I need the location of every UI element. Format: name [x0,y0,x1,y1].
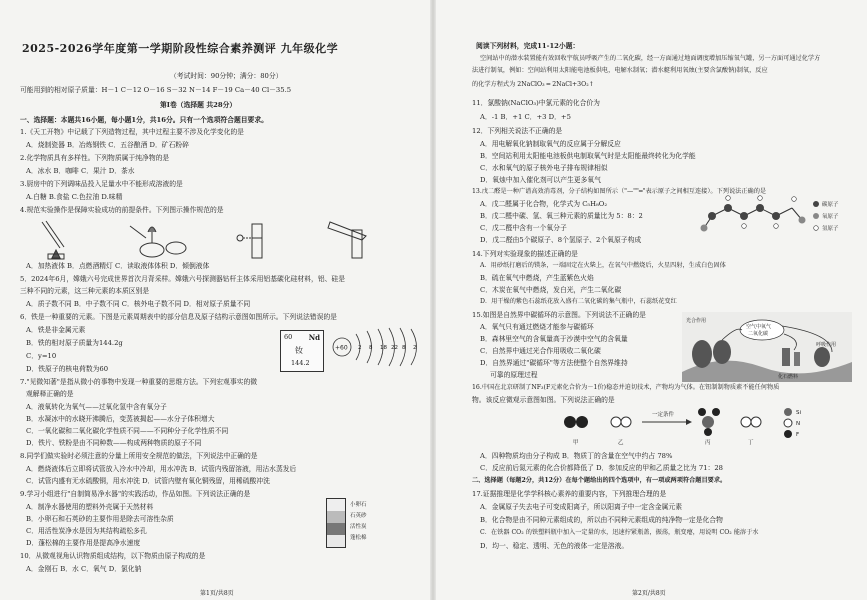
filter-label-pebbles: 小卵石 [350,502,367,508]
legend-si: Si [796,410,802,416]
question-10-options: A．金刚石 B．水 C．氧气 D．氯化钠 [26,565,142,573]
legend-f: F [796,432,800,438]
question-16-ab: A．四种物质均由分子构成 B．物质丁的含量在空气中约占 78% [480,452,673,460]
reading-text-1: 空间站中的潜水装置能有效回收宇航员呼吸产生的二氧化碳，经一方面通过地面调度增加压缩氧气罐，另一方面可通过化学方 [480,55,821,62]
question-1-options: A．烧制瓷器 B．冶炼钢铁 C．五谷酿酒 D．矿石粉碎 [26,141,189,149]
question-15-d-cont: 可靠的原理过程 [490,371,538,379]
question-4-options: A．加热液体 B．点燃酒精灯 C．读取液体体积 D．倾倒液体 [26,262,210,270]
question-15: 15.如图是自然界中碳循环的示意图。下列说法不正确的是 [472,311,646,319]
exam-page-1 [0,0,430,600]
atomic-masses: 可能用到的相对原子质量：H－1 C－12 O－16 S－32 N－14 F－19 Ca－40 Cl－35.5 [20,86,292,94]
lab-operations-figure [30,218,410,260]
atom-shell-3-electrons: 18 [380,345,387,351]
filter-label-quartz-sand: 石英砂 [350,513,367,519]
filter-label-cotton: 蓬松棉 [350,535,367,541]
legend-n: N [796,421,801,427]
question-14: 14.下列对实验现象的描述正确的是 [472,250,578,258]
question-12-d: D．氧烛中加入催化剂可以产生更多氧气 [480,176,601,184]
question-15-d: D．自然界通过"碳循环"等方法使整个自然界维持 [480,359,628,367]
question-13-d: D．戊二醛由5个碳原子、8个氢原子、2个氧原子构成 [480,236,642,244]
question-15-a: A．氧气只有通过燃烧才能参与碳循环 [480,323,594,331]
question-12-c: C．水和氧气的原子核外电子排布规律相似 [480,164,608,172]
question-8-cd: C．试管内盛有无水硫酸铜，用水冲洗 D．试管内壁有氧化铜残留，用稀硫酸冲洗 [26,477,270,485]
question-6: 6．铁是一种重要的元素。下图是元素周期表中的部分信息及原子结构示意图如图所示。下列说法错误的是 [20,313,337,321]
question-17-c: C．在铁器 CO₂ 的铁塑料瓶中加入一定量的水，迅速拧紧瓶盖，振荡，瓶变瘪，用说明 CO₂ 能溶于水 [480,529,759,536]
cycle-photosynthesis: 光合作用 [686,318,707,324]
question-8: 8.同学们做实验时必须注意的分量上所用安全规范的做法，下列说法中正确的是 [20,452,258,460]
question-11-options: A．-1 B．+1 C．+3 D．+5 [480,113,571,121]
question-14-c: C．木炭在氧气中燃烧，发白光，产生二氧化碳 [480,286,622,294]
question-13-c: C．戊二醛中含有一个氧分子 [480,224,567,232]
question-15-b: B．森林里空气的含氧量高于沙漠中空气的含氧量 [480,335,628,343]
question-6-b: B．铁的相对原子质量为144.2g [26,339,123,347]
glutaraldehyde-molecule-figure [698,194,858,240]
question-9-a: A．制净水器使用的塑料外壳属于天然材料 [26,503,154,511]
exam-title: 2025-2026学年度第一学期阶段性综合素养测评 九年级化学 [22,42,339,55]
question-3: 3.厨房中的下列调味品投入足量水中不能形成溶液的是 [20,180,183,188]
page-footer-1: 第1页/共8页 [200,590,234,597]
atom-shell-6-electrons: 2 [413,345,417,351]
question-16: 16.中国在北京研制了NF₃(F元素化合价为－1价)稳态并迫切技术，产物均为气体。在钮制制物质素不能任何物质 [472,384,780,391]
reactant-jia: 甲 [573,440,579,446]
question-3-options: A.白糖 B.食盐 C.色拉油 D.味精 [26,193,123,201]
question-5: 5．2024年6月，嫦娥六号完成世界首次月背采样。嫦娥六号探测器钻杆主体采用铝基碳化硅材料，铝、硅是 [20,275,346,283]
element-tile [280,330,324,372]
question-13: 13.戊二醛是一种广谱高效消毒剂，分子结构如图所示（"—""═"表示原子之间相互连接）。下列说法正确的是 [472,188,767,195]
carbon-cycle-figure [682,312,852,382]
part2-heading: 二、选择题（每题2分，共12分）在每个题给出的四个选项中，有一项或两项符合题目要求。 [472,477,727,484]
question-2-options: A．冰水 B．咖啡 C．果汁 D．茶水 [26,167,135,175]
question-15-c: C．自然界中通过光合作用吸收二氧化碳 [480,347,601,355]
element-mass: 144.2 [291,359,310,367]
reading-equation: 的化学方程式为 2NaClO₃ ═ 2NaCl+3O₂↑ [472,81,594,88]
question-17: 17.证据推理是化学学科核心素养的重要内容，下列推理合理的是 [472,490,667,498]
reading-intro: 阅读下列材料，完成11-12小题： [476,42,580,50]
question-13-a: A．戊二醛属于化合物，化学式为 C₅H₈O₂ [480,200,608,208]
question-14-b: B．硫在氧气中燃烧，产生蓝紫色火焰 [480,274,594,282]
question-9-d: D．蓬松棉的主要作用是提高净水速度 [26,539,141,547]
question-13-b: B．戊二醛中碳、氢、氧三种元素的质量比为 5：8：2 [480,212,643,220]
reaction-micro-figure [556,404,816,448]
product-ding: 丁 [748,440,754,446]
question-5-options: A．质子数不同 B．中子数不同 C．核外电子数不同 D．相对原子质量不同 [26,300,251,308]
question-7-c: C．一氧化碳和二氧化碳化学性质不同——不同种分子化学性质不同 [26,427,229,435]
question-2: 2.化学物质具有多样性。下列物质属于纯净物的是 [20,154,170,162]
atom-shell-2-electrons: 8 [369,345,373,351]
question-9-b: B．小卵石和石英砂的主要作用是除去可溶性杂质 [26,515,174,523]
element-number: 60 [284,333,293,341]
atom-nucleus-label: +60 [335,344,348,352]
question-17-b: B．化合物是由不同种元素组成的，所以由不同种元素组成的纯净物一定是化合物 [480,516,723,524]
question-16-cont: 物。该反应微观示意图如图。下列说法正确的是 [472,396,615,404]
question-8-ab: A．燃烧液体后立即将试管放入冷水中冷却，用水冲洗 B．试管内残留溶液，用沾水蒸发后 [26,465,297,473]
question-6-d: D．铁原子的核电荷数为60 [26,365,109,373]
product-bing: 丙 [705,440,711,446]
question-1: 1.《天工开物》中记载了下列造物过程，其中过程主要不涉及化学变化的是 [20,128,244,136]
question-6-c: C．y=10 [26,352,57,360]
reading-text-2: 法进行制氧，例如：空间站利用太阳能电池板供电，电解水制氧；潜水艇利用氧烛(主要含氯酸钠)制氧，反应 [472,67,768,74]
question-7-b: B．水凝冰中的水晓开沸腾后，变蒸被揭起——水分子体积增大 [26,415,215,423]
question-14-d: D．用干燥的紫色石蕊纸花放入盛有二氧化碳的集气瓶中，石蕊纸花变红 [480,298,677,305]
question-16-cd: C．反应前后氮元素的化合价都降低了 D．参加反应的甲和乙质量之比为 71：28 [480,464,723,472]
question-11: 11．氯酸钠(NaClO₃)中氯元素的化合价为 [472,99,600,107]
cycle-air-oxygen: 空气中氧气 [746,324,772,330]
question-9: 9.学习小组进行"自制简易净水器"的实践活动，作品如图。下列说法正确的是 [20,490,251,498]
part1-heading: 一、选择题：本题共16小题，每小题1分，共16分。只有一个选项符合题目要求。 [20,116,268,124]
page-footer-2: 第2页/共8页 [632,590,666,597]
question-7-cont: 观解释正确的是 [26,390,74,398]
cycle-fossil-fuel: 化石燃料 [778,374,799,380]
section-title: 第Ⅰ卷（选择题 共28分） [160,101,237,109]
question-17-a: A．金属原子失去电子可变成阳离子，所以阳离子中一定含金属元素 [480,503,683,511]
legend-hydrogen: 氢原子 [822,226,839,232]
question-7: 7."见微知著"是指从微小的事物中发现一种重要的思维方法。下列宏观事实的微 [20,378,258,386]
question-14-a: A．用砂纸打磨后的镁条，一端固定在火柴上，在氧气中燃烧后，火星四射，生成白色固体 [480,262,726,269]
exam-page-2 [436,0,867,600]
cycle-co2: 二氧化碳 [748,331,769,337]
question-12: 12．下列相关说法不正确的是 [472,127,563,135]
question-7-d: D．铁片、铁粉是由不同种数——构成两种物质的原子不同 [26,439,202,447]
question-6-a: A．铁是非金属元素 [26,326,86,334]
question-10: 10．从微观视角认识物质组成结构，以下物质由原子构成的是 [20,552,206,560]
question-4: 4.规范实验操作是保障实验成功的前提条件。下列图示操作规范的是 [20,206,224,214]
question-7-a: A．液氧转化为氧气——过氧化氢中含有氧分子 [26,403,167,411]
reactant-yi: 乙 [618,440,624,446]
legend-oxygen: 氧原子 [822,214,839,220]
atom-structure-diagram [330,322,425,372]
question-17-d: D．均一、稳定、透明、无色的液体一定是溶液。 [480,542,629,550]
element-symbol: Nd [308,333,320,342]
atom-shell-4-electrons: 22 [391,345,398,351]
filter-label-activated-carbon: 活性炭 [350,524,367,530]
question-5-cont: 三种不同的元素，这三种元素的本质区别是 [20,287,150,295]
cycle-respiration: 呼吸作用 [816,342,837,348]
question-12-a: A．用电解氧化钠制取氧气的反应属于分解反应 [480,140,621,148]
legend-carbon: 碳原子 [822,202,839,208]
question-9-c: C．用活性炭净水是因为其结构疏松多孔 [26,527,147,535]
water-filter-figure [320,498,420,548]
atom-shell-5-electrons: 8 [402,345,406,351]
question-12-b: B．空间站利用太阳能电池板供电制取氧气时是太阳能最终转化为化学能 [480,152,696,160]
atom-shell-1-electrons: 2 [358,345,362,351]
reaction-condition: 一定条件 [652,412,675,418]
exam-info: （考试时间：90分钟；满分：80分） [170,72,283,80]
element-name: 钕 [295,346,303,355]
